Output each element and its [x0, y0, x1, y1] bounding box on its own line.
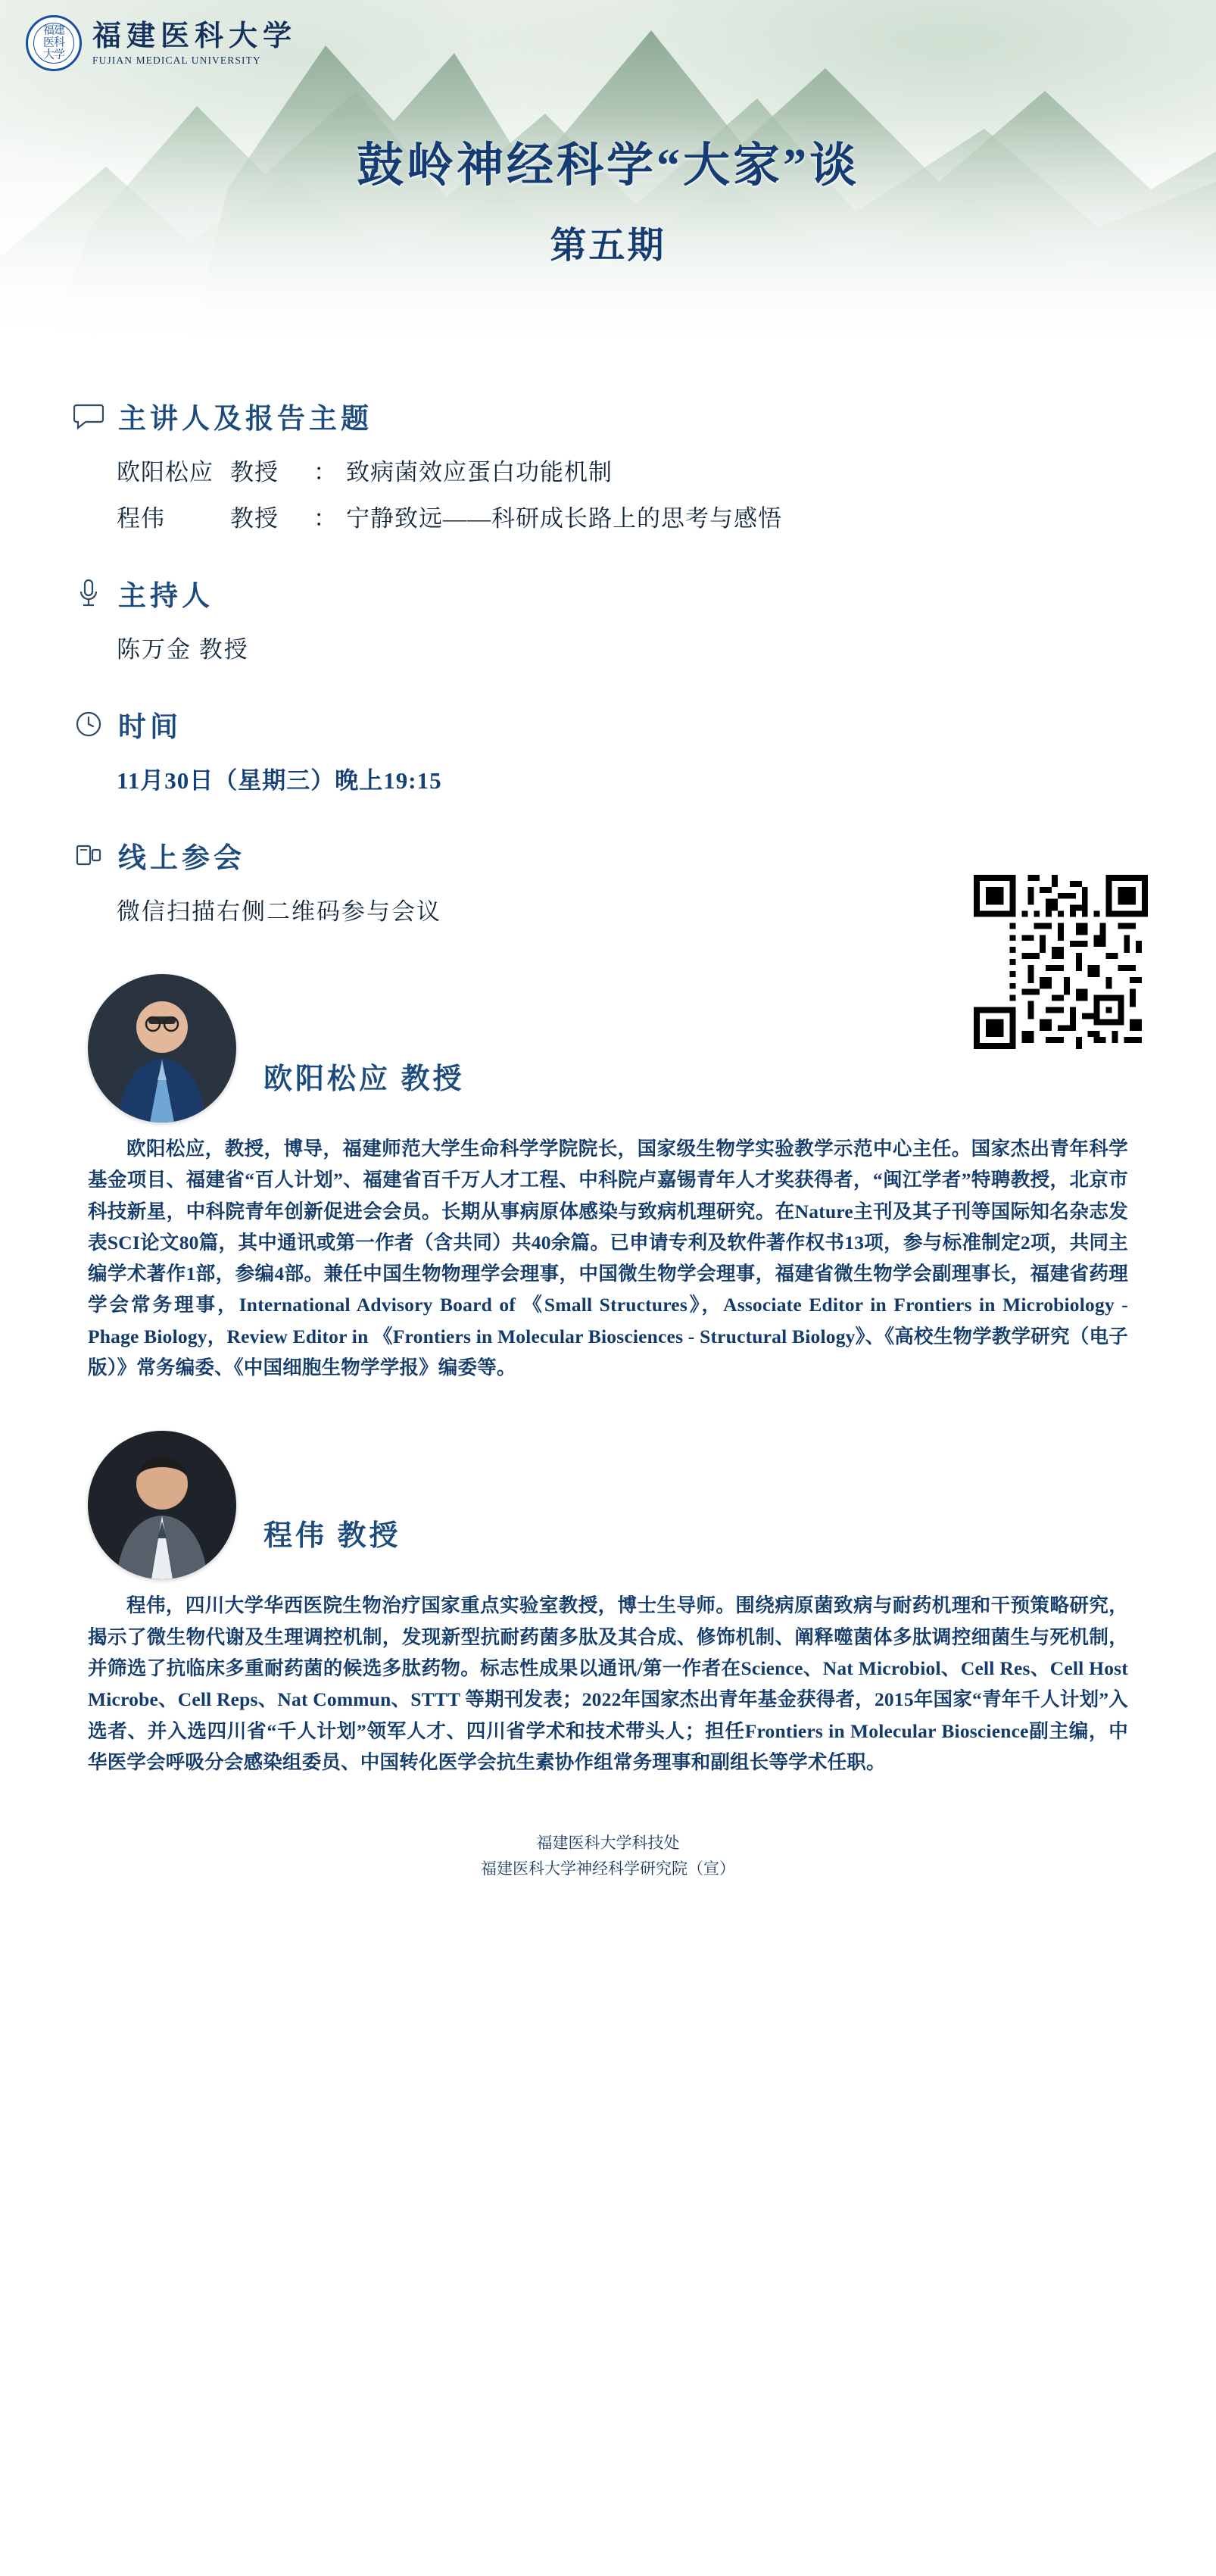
microphone-icon [73, 577, 104, 609]
qr-code-graphic [974, 875, 1148, 1049]
portrait-ouyang-songying [88, 974, 236, 1123]
host-name: 陈万金 教授 [117, 636, 249, 663]
seal-inner-text: 福建 医科 大学 [42, 24, 65, 61]
speaker-rank: 教授 [230, 459, 279, 486]
speaker-name: 欧阳松应 [117, 459, 214, 486]
section-title-online: 线上参会 [118, 843, 245, 874]
bio-block [53, 1424, 1163, 1778]
footer-line-2: 福建医科大学神经科学研究院（宣） [481, 1859, 735, 1878]
speaker-topic: 致病菌效应蛋白功能机制 [346, 459, 613, 486]
speaker-rank: 教授 [230, 505, 279, 532]
section-title-time: 时间 [118, 712, 182, 743]
speaker-name: 程伟 [117, 505, 165, 532]
speaker-topic: 宁静致远——科研成长路上的思考与感悟 [346, 505, 782, 532]
header-banner [0, 0, 1216, 356]
university-seal-icon [26, 15, 82, 71]
university-logo [26, 15, 297, 71]
poster-title-main: 鼓岭神经科学“大家”谈 [356, 140, 859, 192]
speaker-row [117, 499, 1163, 533]
speech-bubble-icon [73, 400, 104, 432]
bio-name: 程伟 教授 [263, 1520, 401, 1553]
section-title-host: 主持人 [118, 581, 214, 612]
university-name-cn: 福建医科大学 [92, 20, 298, 53]
speaker-row [117, 453, 1163, 487]
section-speakers [53, 395, 1163, 533]
portrait-cheng-wei [88, 1431, 236, 1579]
event-datetime: 11月30日（星期三）晚上19:15 [117, 767, 442, 794]
clock-icon [73, 708, 104, 740]
section-time [53, 704, 1163, 795]
university-name-en: FUJIAN MEDICAL UNIVERSITY [92, 54, 261, 66]
video-meeting-icon [73, 839, 104, 871]
online-instruction: 微信扫描右侧二维码参与会议 [117, 898, 441, 925]
speaker-colon: ： [313, 459, 337, 486]
section-title-speakers: 主讲人及报告主题 [118, 404, 373, 435]
bio-text: 程伟，四川大学华西医院生物治疗国家重点实验室教授，博士生导师。围绕病原菌致病与耐药机理和干预策略研究，揭示了微生物代谢及生理调控机制，发现新型抗耐药菌多肽及其合成、修饰机制、阐释噬菌体多肽调控细菌生与死机制，并筛选了抗临床多重耐药菌的候选多肽药物。标志性成果以通讯/第一作者在Science、Nat Microbiol、Cell Res、Cell Host Microbe、Cell Reps、Nat Commun、STTT 等期刊发表；2022年国家杰出青年基金获得者，2015年国家“青年千人计划”入选者、并入选四川省“千人计划”领军人才、四川省学术和技术带头人；担任Frontiers in Molecular Bioscience副主编，中华医学会呼吸分会感染组委员、中国转化医学会抗生素协作组常务理事和副组长等学术任职。 [88, 1594, 1128, 1773]
footer-line-1: 福建医科大学科技处 [536, 1834, 680, 1853]
speaker-colon: ： [313, 505, 337, 532]
poster-title-sub: 第五期 [550, 226, 666, 266]
footer [0, 1831, 1216, 1901]
poster-title [0, 127, 1216, 268]
bio-name: 欧阳松应 教授 [263, 1063, 465, 1095]
section-host [53, 573, 1163, 664]
wechat-meeting-qr-code[interactable] [974, 875, 1148, 1049]
bio-text: 欧阳松应，教授，博导，福建师范大学生命科学学院院长，国家级生物学实验教学示范中心主任。国家杰出青年科学基金项目、福建省“百人计划”、福建省百千万人才工程、中科院卢嘉锡青年人才奖获得者，“闽江学者”特聘教授，北京市科技新星，中科院青年创新促进会会员。长期从事病原体感染与致病机理研究。在Nature主刊及其子刊等国际知名杂志发表SCI论文80篇，其中通讯或第一作者（含共同）共40余篇。已申请专利及软件著作权书13项，参与标准制定2项，共同主编学术著作1部，参编4部。兼任中国生物物理学会理事，中国微生物学会理事，福建省微生物学会副理事长，福建省药理学会常务理事，International Advisory Board of 《Small Structures》，Associate Editor in Frontiers in Microbiology - Phage Biology，Review Editor in 《Frontiers in Molecular Biosciences - Structural Biology》、《高校生物学教学研究（电子版）》常务编委、《中国细胞生物学学报》编委等。 [88, 1138, 1128, 1379]
